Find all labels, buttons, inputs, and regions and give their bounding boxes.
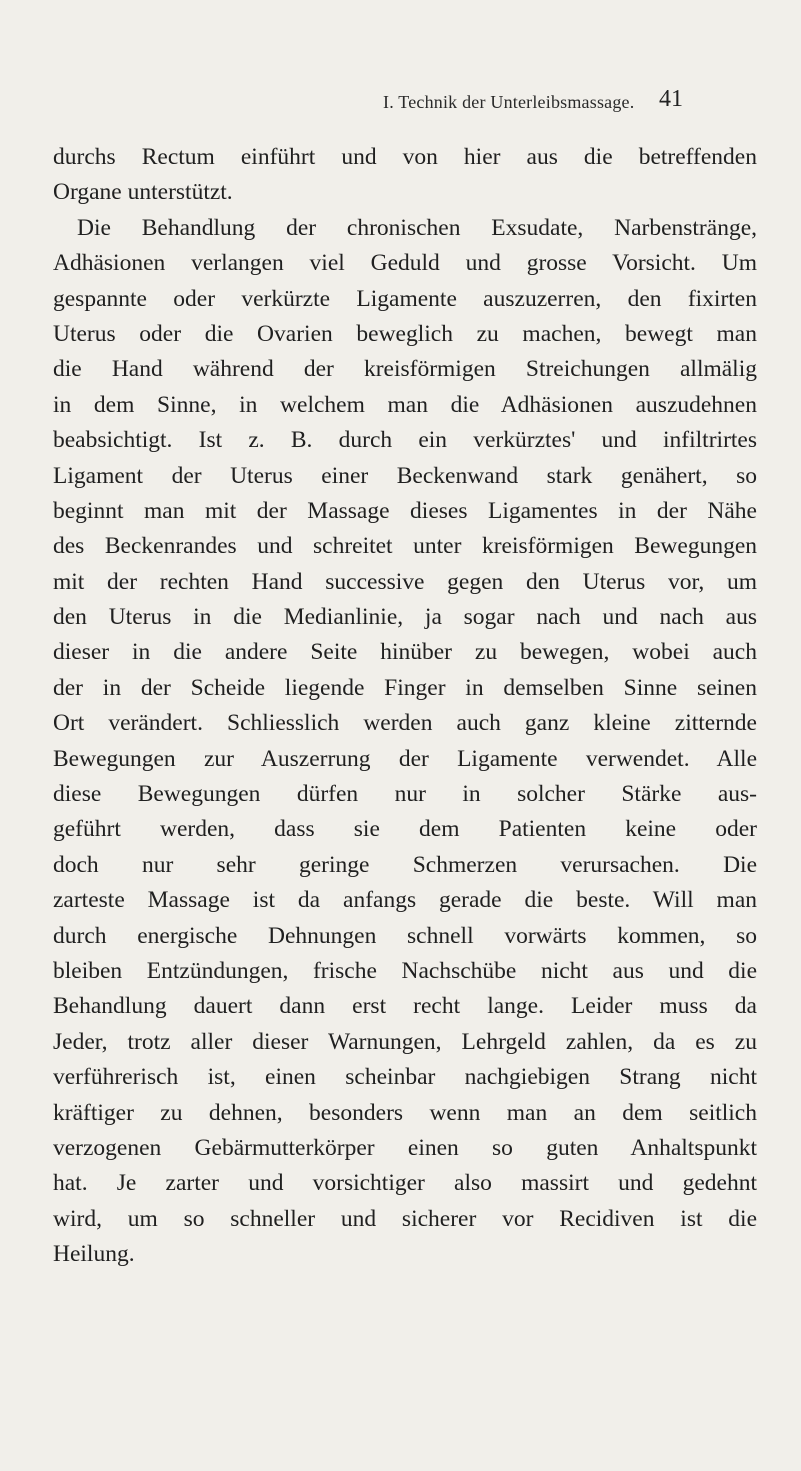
text-line: Adhäsionen verlangen viel Geduld und grosse Vorsicht. Um xyxy=(53,250,757,277)
text-line: bleiben Entzündungen, frische Nachschübe nicht aus und die xyxy=(53,957,757,984)
page-header xyxy=(0,86,801,126)
text-line: Die Behandlung der chronischen Exsudate, Narbenstränge, xyxy=(77,214,757,241)
text-line: mit der rechten Hand successive gegen den Uterus vor, um xyxy=(53,568,757,595)
text-line: Ort verändert. Schliesslich werden auch ganz kleine zitternde xyxy=(53,710,757,737)
text-line: Heilung. xyxy=(53,1241,135,1268)
text-line: der in der Scheide liegende Finger in demselben Sinne seinen xyxy=(53,674,757,701)
text-line: in dem Sinne, in welchem man die Adhäsionen auszudehnen xyxy=(53,391,757,418)
text-line: beabsichtigt. Ist z. B. durch ein verkürztes' und infiltrirtes xyxy=(53,427,757,454)
text-line: zarteste Massage ist da anfangs gerade die beste. Will man xyxy=(53,887,757,914)
text-line: durchs Rectum einführt und von hier aus die betreffenden xyxy=(53,144,757,170)
text-line: dieser in die andere Seite hinüber zu bewegen, wobei auch xyxy=(53,639,757,666)
text-line: die Hand während der kreisförmigen Streichungen allmälig xyxy=(53,356,757,383)
text-line: doch nur sehr geringe Schmerzen verursachen. Die xyxy=(53,851,757,878)
text-line: wird, um so schneller und sicherer vor Recidiven ist die xyxy=(53,1205,757,1232)
text-line: Bewegungen zur Auszerrung der Ligamente verwendet. Alle xyxy=(53,745,757,772)
text-line: des Beckenrandes und schreitet unter kreisförmigen Bewegungen xyxy=(53,533,757,560)
text-line: verzogenen Gebärmutterkörper einen so guten Anhaltspunkt xyxy=(53,1134,757,1161)
text-line: kräftiger zu dehnen, besonders wenn man an dem seitlich xyxy=(53,1099,757,1126)
text-line: den Uterus in die Medianlinie, ja sogar nach und nach aus xyxy=(53,604,757,631)
text-line: beginnt man mit der Massage dieses Ligamentes in der Nähe xyxy=(53,497,757,524)
text-line: Behandlung dauert dann erst recht lange. Leider muss da xyxy=(53,993,757,1020)
text-line: durch energische Dehnungen schnell vorwärts kommen, so xyxy=(53,922,757,949)
text-line: Organe unterstützt. xyxy=(53,179,233,206)
text-line: verführerisch ist, einen scheinbar nachgiebigen Strang nicht xyxy=(53,1064,757,1091)
running-head: I. Technik der Unterleibsmassage. xyxy=(383,92,635,112)
text-line: Ligament der Uterus einer Beckenwand stark genähert, so xyxy=(53,462,757,489)
text-line: Uterus oder die Ovarien beweglich zu machen, bewegt man xyxy=(53,320,757,347)
text-line: geführt werden, dass sie dem Patienten keine oder xyxy=(53,816,757,843)
text-line: gespannte oder verkürzte Ligamente auszuzerren, den fixirten xyxy=(53,285,757,312)
page-number: 41 xyxy=(659,86,683,112)
body-text xyxy=(53,140,757,1273)
text-line: Jeder, trotz aller dieser Warnungen, Lehrgeld zahlen, da es zu xyxy=(53,1028,757,1055)
text-line: hat. Je zarter und vorsichtiger also massirt und gedehnt xyxy=(53,1170,757,1197)
text-line: diese Bewegungen dürfen nur in solcher Stärke aus- xyxy=(53,781,757,808)
